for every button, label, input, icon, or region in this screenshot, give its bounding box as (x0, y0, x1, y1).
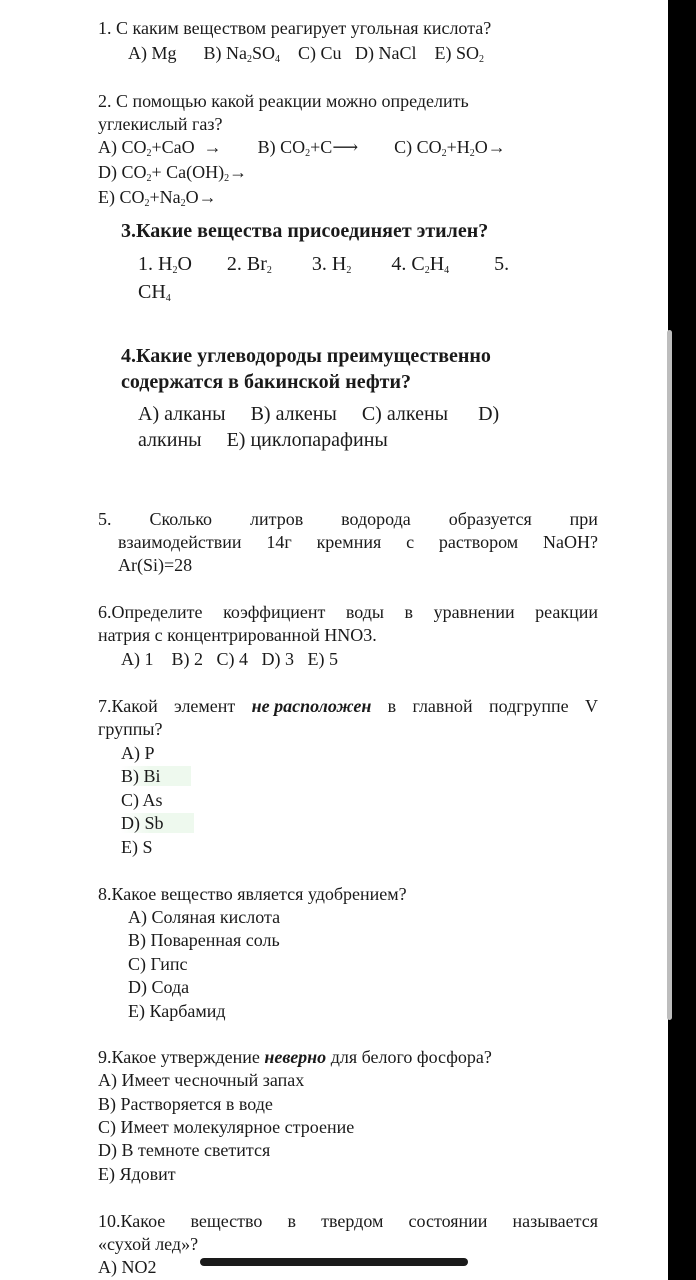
question-8-option-c: C) Гипс (128, 954, 188, 974)
question-8-option-a: A) Соляная кислота (128, 907, 281, 927)
question-7-option-b: B) Bi (121, 765, 191, 787)
question-3-options-row: 1. $H_2O$ 2. $Br_2$ 3. $H_2$ 4. $C_2H_4$ 5. (138, 253, 510, 276)
question-4-options-row-2: алкины E) циклопарафины (138, 429, 388, 451)
question-7-line-1: 7.Какой элемент не расположен в главной подгруппе V (98, 696, 598, 716)
question-10-line-1: 10.Какое вещество в твердом состоянии называется (98, 1211, 598, 1231)
question-8: 8.Какое вещество является удобрением? (98, 884, 407, 904)
question-6-options: A) 1 B) 2 C) 4 D) 3 E) 5 (121, 649, 338, 669)
question-2-options-row-1: A) $CO_2+CaO$ → B) $CO_2+C⟶$ C) $CO_2+H_2O\to$ (98, 137, 506, 159)
question-7-option-e: E) S (121, 837, 153, 857)
question-1: 1. С каким веществом реагирует угольная кислота? (98, 18, 492, 38)
question-2-line-1: 2. С помощью какой реакции можно определить (98, 91, 469, 111)
question-9-option-b: B) Растворяется в воде (98, 1094, 273, 1114)
question-9-option-a: A) Имеет чесночный запах (98, 1070, 305, 1090)
question-8-option-e: E) Карбамид (128, 1001, 226, 1021)
question-9-option-d: D) В темноте светится (98, 1140, 271, 1160)
question-4-options-row-1: A) алканы B) алкены C) алкены D) (138, 403, 500, 425)
question-7-line-2: группы? (98, 719, 163, 739)
question-10-option-a: A) NO2 (98, 1257, 157, 1277)
question-9-option-e: E) Ядовит (98, 1164, 176, 1184)
question-4-line-1: 4.Какие углеводороды преимущественно (121, 345, 491, 367)
question-7-option-a: A) P (121, 743, 155, 763)
question-3: 3.Какие вещества присоединяет этилен? (121, 220, 489, 242)
question-5-line-1: 5. Сколько литров водорода образуется при (98, 509, 598, 529)
question-10-line-2: «сухой лед»? (98, 1234, 199, 1254)
scrollbar[interactable] (667, 330, 672, 1020)
question-2-option-d: D) $CO_2+ Ca(OH)_2\to$ (98, 162, 248, 184)
question-2-line-2: углекислый газ? (98, 114, 223, 134)
question-1-options: A) Mg B) $Na_2SO_4$ C) Cu D) NaCl E) $SO_2$ (128, 43, 485, 65)
question-8-option-d: D) Сода (128, 977, 190, 997)
home-indicator[interactable] (200, 1258, 468, 1266)
question-8-option-b: B) Поваренная соль (128, 930, 280, 950)
question-9: 9.Какое утверждение неверно для белого фосфора? (98, 1047, 492, 1067)
question-6-line-2: натрия с концентрированной HNO3. (98, 625, 377, 645)
question-2-option-e: E) $CO_2+Na_2O\to$ (98, 187, 217, 209)
question-5-line-3: Ar(Si)=28 (118, 555, 193, 575)
question-5-line-2: взаимодействии 14г кремния с раствором NaOH? (118, 532, 598, 552)
question-7-option-d: D) Sb (121, 812, 194, 834)
question-9-option-c: C) Имеет молекулярное строение (98, 1117, 355, 1137)
question-4-line-2: содержатся в бакинской нефти? (121, 371, 412, 393)
question-6-line-1: 6.Определите коэффициент воды в уравнении реакции (98, 602, 598, 622)
question-7-option-c: C) As (121, 790, 163, 810)
question-3-option-5: $CH_4$ (138, 281, 171, 304)
